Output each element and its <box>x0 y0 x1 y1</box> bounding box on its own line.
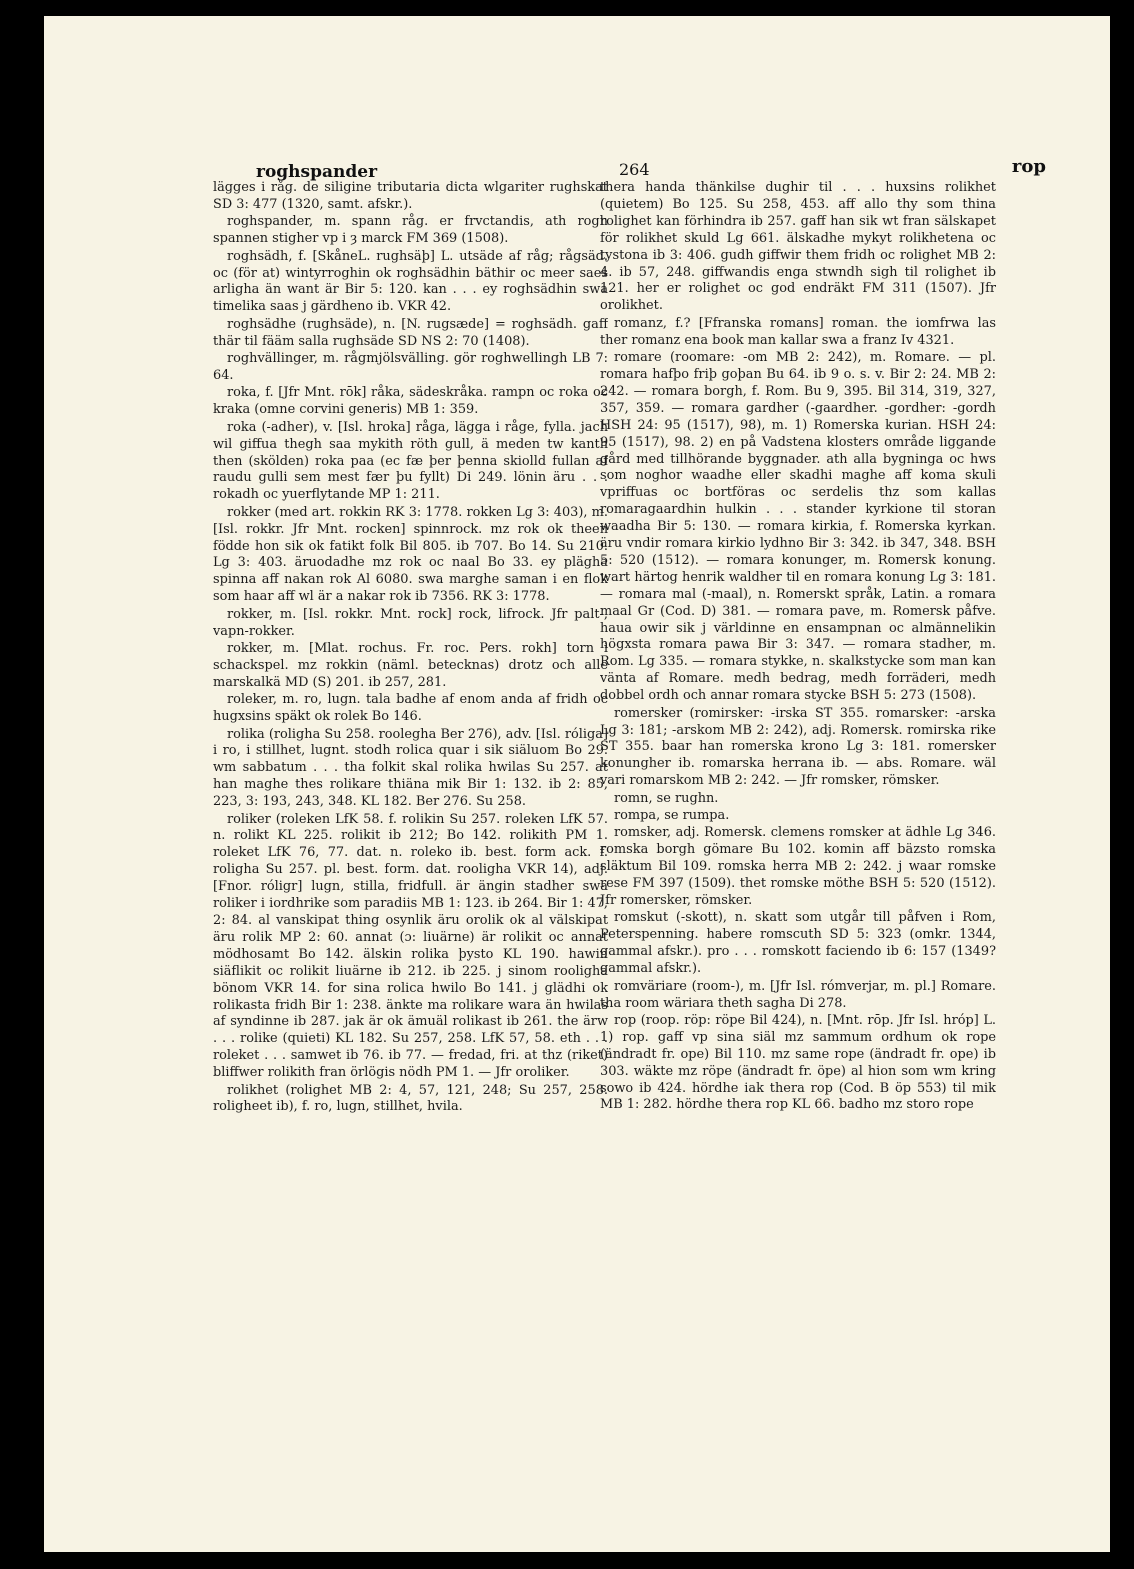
entry-paragraph: roleker, m. ro, lugn. tala badhe af enom anda af fridh oc hugxsins späkt ok rolek Bo 146. <box>213 692 608 725</box>
entry-paragraph: rompa, se rumpa. <box>614 808 730 824</box>
entry-paragraph: rop (roop. röp: röpe Bil 424), n. [Mnt. rōp. Jfr Isl. hróp] L. 1) rop. gaff vp sina siäl mz sammum ordhum ok rope (ändradt fr. ope) Bil 110. mz same rope (ändradt fr. ope) ib 303. wäkte mz röpe (ändradt fr. öpe) al hion som wm kring sowo ib 424. hördhe iak thera rop (Cod. B öp 553) til mik MB 1: 282. hördhe thera rop KL 66. badho mz storo rope <box>600 1012 996 1113</box>
entry-paragraph: romsker, adj. Romersk. clemens romsker at ädhle Lg 346. romska borgh gömare Bu 102. komin aff bäzsto romska släktum Bil 109. romska herra MB 2: 242. j waar romske rese FM 397 (1509). thet romske möthe BSH 5: 520 (1512). Jfr romersker, römsker. <box>600 825 996 909</box>
entry-paragraph: roghsädhe (rughsäde), n. [N. rugsæde] = roghsädh. gaff thär til fääm salla rughsäde SD NS 2: 70 (1408). <box>213 316 608 349</box>
entry-paragraph: romväriare (room-), m. [Jfr Isl. rómverjar, m. pl.] Romare. tha room wäriara theth sagha Di 278. <box>600 978 996 1011</box>
page-header <box>44 144 1110 184</box>
entry-paragraph: rokker, m. [Mlat. rochus. Fr. roc. Pers. rokh] torn i schackspel. mz rokkin (näml. betecknas) drotz och alle marskalkä MD (S) 201. ib 257, 281. <box>213 640 608 690</box>
header-left-guide-word: roghspander <box>256 162 378 182</box>
entry-paragraph: rolika (roligha Su 258. roolegha Ber 276), adv. [Isl. róliga] i ro, i stillhet, lugnt. stodh rolica quar i sik siäluom Bo 29. wm sabbatum . . . tha folkit skal rolika hwilas Su 257. at han maghe thes rolikare thiäna mik Bir 1: 132. ib 2: 85, 223, 3: 193, 243, 348. KL 182. Ber 276. Su 258. <box>213 726 608 810</box>
entry-paragraph: roka, f. [Jfr Mnt. rōk] råka, sädeskråka. rampn oc roka oc kraka (omne corvini generis) MB 1: 359. <box>213 385 608 418</box>
entry-paragraph: romare (roomare: -om MB 2: 242), m. Romare. — pl. romara hafþo friþ goþan Bu 64. ib 9 o. s. v. Bir 2: 24. MB 2: 242. — romara borgh, f. Rom. Bu 9, 395. Bil 314, 319, 327, 357, 359. — romara gardher (-gaardher. -gordher: -gordh HSH 24: 95 (1517), 98), m. 1) Romerska kurian. HSH 24: 95 (1517), 98. 2) en på Vadstena klosters område liggande gård med tillhörande byggnader. ath alla bygninga oc hws som noghor waadhe eller skadhi maghe aff koma skuli vpriffuas oc bortföras oc serdelis thz som kallas romaragaardhin hulkin . . . stander kyrkione til storan waadha Bir 5: 130. — romara kirkia, f. Romerska kyrkan. äru vndir romara kirkio lydhno Bir 3: 342. ib 347, 348. BSH 5: 520 (1512). — romara konunger, m. Romersk konung. wart härtog henrik waldher til en romara konung Lg 3: 181. — romara mal (-maal), n. Romerskt språk, Latin. a romara maal Gr (Cod. D) 381. — romara pave, m. Romersk påfve. haua owir sik j världinne en ensampnan oc almännelikin högxsta romara pawa Bir 3: 347. — romara stadher, m. Rom. Lg 335. — romara stykke, n. skalkstycke som man kan vänta af Romare. medh bedrag, medh forräderi, medh dobbel ordh och annar romara stycke BSH 5: 273 (1508). <box>600 350 996 704</box>
entry-paragraph: rokker, m. [Isl. rokkr. Mnt. rock] rock, lifrock. Jfr palt-, vapn-rokker. <box>213 606 608 639</box>
entry-paragraph: romskut (-skott), n. skatt som utgår till påfven i Rom, Peterspenning. habere romscuth SD 5: 323 (omkr. 1344, gammal afskr.). pro . . . romskott faciendo ib 6: 157 (1349? gammal afskr.). <box>600 910 996 977</box>
entry-paragraph: romanz, f.? [Ffranska romans] roman. the iomfrwa las ther romanz ena book man kallar swa a franz Iv 4321. <box>600 315 996 348</box>
entry-paragraph: roliker (roleken LfK 58. f. rolikin Su 257. roleken LfK 57. n. rolikt KL 225. rolikit ib 212; Bo 142. rolikith PM 1. roleket LfK 76, 77. dat. n. roleko ib. best. form ack. f. roligha Su 257. pl. best. form. dat. rooligha VKR 14), adj. [Fnor. róligr] lugn, stilla, fridfull. är ängin stadher swa roliker i iordhrike som paradiis MB 1: 123. ib 264. Bir 1: 47, 2: 84. al vanskipat thing osynlik äru orolik ok al välskipat äru rolik MP 2: 60. annat (ɔ: liuärne) är rolikit oc annat mödhosamt Bo 142. älskin rolika þysto KL 190. hawin siäflikit oc rolikit liuärne ib 212. ib 225. j sinom rooligha bönom VKR 14. for sina rolica hwilo Bo 141. j glädhi ok rolikasta fridh Bir 1: 238. änkte ma rolikare wara än hwilas af syndinne ib 287. jak är ok ämuäl rolikast ib 261. the ärw . . . rolike (quieti) KL 182. Su 257, 258. LfK 57, 58. eth . . . roleket . . . samwet ib 76. ib 77. — fredad, fri. at thz (riket) bliffwer rolikith fran örlögis nödh PM 1. — Jfr oroliker. <box>213 811 608 1081</box>
header-right-guide-word: rop <box>1011 156 1046 177</box>
left-column <box>213 180 608 1395</box>
entry-paragraph: roghvällinger, m. rågmjölsvälling. gör roghwellingh LB 7: 64. <box>213 351 608 383</box>
entry-paragraph: thera handa thänkilse dughir til . . . huxsins rolikhet (quietem) Bo 125. Su 258, 453. aff allo thy som thina rolighet kan förhindra ib 257. gaff han sik wt fran sälskapet för rolikhet skuld Lg 661. älskadhe mykyt rolikhetena oc tystona ib 3: 406. gudh giffwir them fridh oc rolighet MB 2: 4. ib 57, 248. giffwandis enga stwndh sigh til rolighet ib 121. her er rolighet oc god endräkt FM 311 (1507). Jfr orolikhet. <box>600 180 996 314</box>
entry-paragraph: roka (-adher), v. [Isl. hroka] råga, lägga i råge, fylla. jach wil giffua thegh saa mykith röth gull, ä meden tw kanth then (skölden) roka paa (ec fæ þer þenna skiolld fullan af raudu gulli sem mest fær þu fyllt) Di 249. lönin äru . . . rokadh oc yuerflytande MP 1: 211. <box>213 419 608 503</box>
entry-paragraph: romn, se rughn. <box>614 790 719 806</box>
page-number: 264 <box>619 160 650 179</box>
entry-paragraph: romersker (romirsker: -irska ST 355. romarsker: -arska Lg 3: 181; -arskom MB 2: 242), adj. Romersk. romirska rike ST 355. baar han romerska krono Lg 3: 181. romersker konungher ib. romarska herrana ib. — abs. Romare. wäl vari romarskom MB 2: 242. — Jfr romsker, römsker. <box>600 705 996 789</box>
entry-paragraph: roghsädh, f. [SkåneL. rughsäþ] L. utsäde af råg; rågsäd. oc (för at) wintyrroghin ok roghsädhin bäthir oc meer saes arligha än want är Bir 5: 120. kan . . . ey roghsädhin swa timelika saas j gärdheno ib. VKR 42. <box>213 248 608 315</box>
entry-paragraph: roghspander, m. spann råg. er frvctandis, ath rogh spannen stigher vp i ȝ marck FM 369 (1508). <box>213 214 608 247</box>
entry-paragraph: lägges i råg. de siligine tributaria dicta wlgariter rughskat SD 3: 477 (1320, samt. afskr.). <box>213 180 608 212</box>
entry-paragraph: rokker (med art. rokkin RK 3: 1778. rokken Lg 3: 403), m. [Isl. rokkr. Jfr Mnt. rocken] spinnrock. mz rok ok theen födde hon sik ok fatikt folk Bil 805. ib 707. Bo 14. Su 210. Lg 3: 403. äruodadhe mz rok oc naal Bo 33. ey plägha spinna aff nakan rok Al 6080. swa marghe saman i en flok som haar aff wl är a nakar rok ib 7356. RK 3: 1778. <box>213 504 608 605</box>
right-column <box>600 180 996 1395</box>
entry-paragraph: rolikhet (rolighet MB 2: 4, 57, 121, 248; Su 257, 258. roligheet ib), f. ro, lugn, stillhet, hvila. <box>213 1082 608 1115</box>
